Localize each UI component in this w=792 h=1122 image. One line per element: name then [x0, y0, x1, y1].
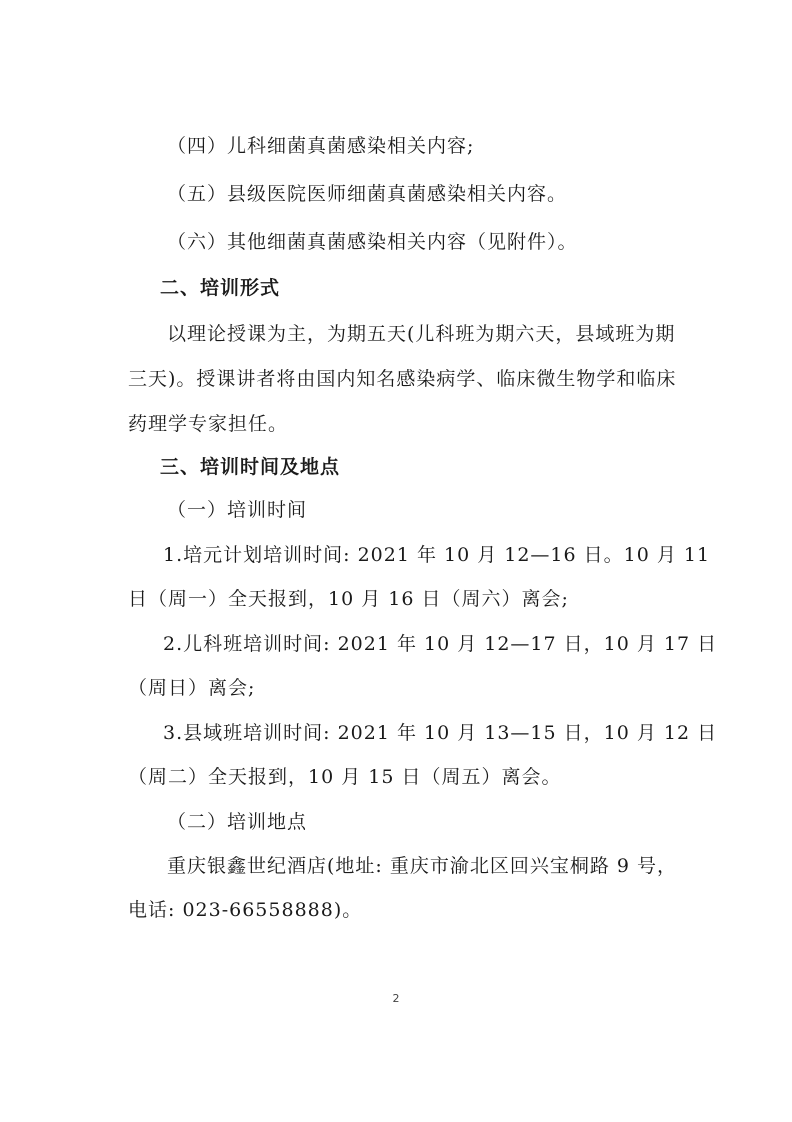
- section-3-heading: 三、培训时间及地点: [160, 456, 341, 478]
- time-3-line-2: （周二）全天报到，10 月 15 日（周五）离会。: [128, 766, 562, 788]
- item-6: （六）其他细菌真菌感染相关内容（见附件）。: [167, 231, 578, 253]
- time-1-line-1: 1.培元计划培训时间: 2021 年 10 月 12—16 日。10 月 11: [163, 544, 711, 566]
- subsection-1-heading: （一）培训时间: [167, 499, 308, 521]
- subsection-2-heading: （二）培训地点: [167, 811, 308, 833]
- time-3-line-1: 3.县域班培训时间: 2021 年 10 月 13—15 日，10 月 12 日: [163, 722, 718, 744]
- location-line-2: 电话: 023-66558888)。: [128, 899, 363, 921]
- section-2-heading: 二、培训形式: [160, 277, 281, 299]
- time-2-line-2: （周日）离会;: [128, 677, 256, 699]
- time-1-line-2: 日（周一）全天报到，10 月 16 日（周六）离会;: [128, 588, 569, 610]
- item-4: （四）儿科细菌真菌感染相关内容;: [167, 135, 475, 157]
- time-2-line-1: 2.儿科班培训时间: 2021 年 10 月 12—17 日，10 月 17 日: [163, 633, 718, 655]
- page-number: 2: [392, 992, 400, 1005]
- section-2-paragraph-line-2: 三天)。授课讲者将由国内知名感染病学、临床微生物学和临床: [128, 368, 677, 390]
- location-line-1: 重庆银鑫世纪酒店(地址: 重庆市渝北区回兴宝桐路 9 号，: [167, 855, 678, 877]
- item-5: （五）县级医院医师细菌真菌感染相关内容。: [167, 183, 568, 205]
- section-2-paragraph-line-3: 药理学专家担任。: [128, 413, 289, 435]
- section-2-paragraph-line-1: 以理论授课为主，为期五天(儿科班为期六天，县域班为期: [167, 323, 676, 345]
